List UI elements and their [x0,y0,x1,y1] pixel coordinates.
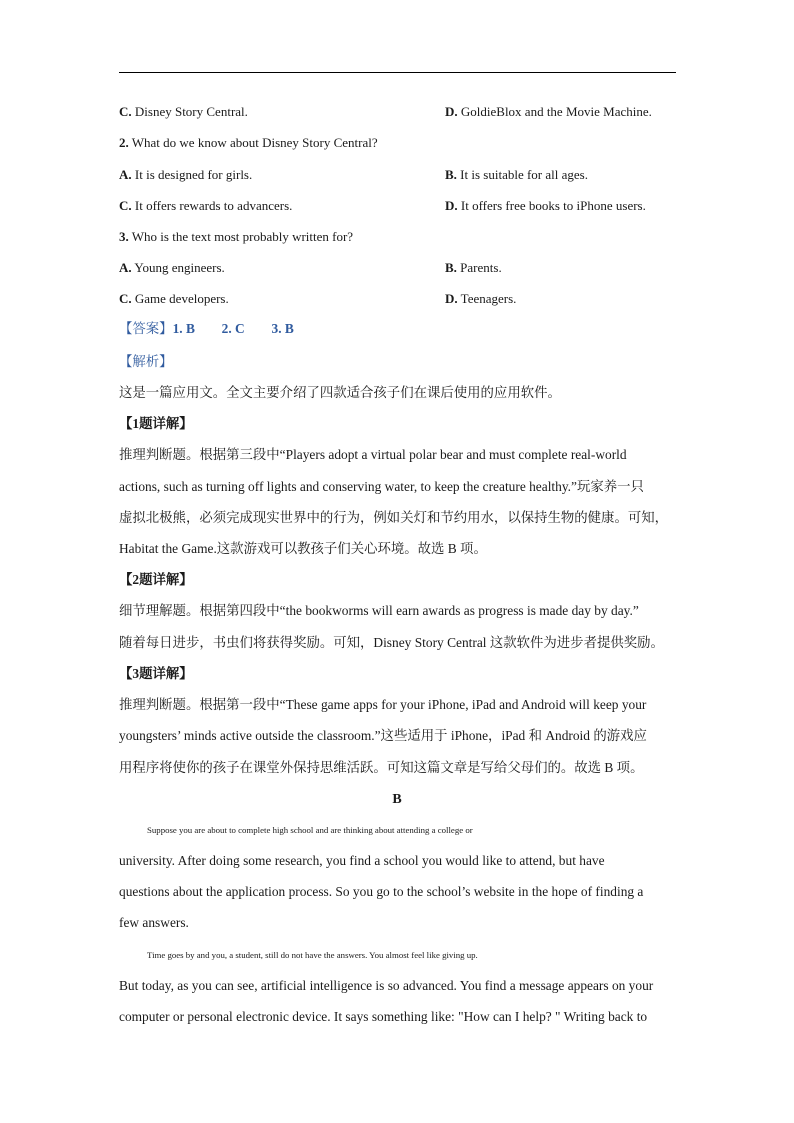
q2-option-a: A. It is designed for girls. [119,167,253,182]
q2-detail-line: 随着每日进步，书虫们将获得奖励。可知，Disney Story Central 这款软件为进步者提供奖励。 [119,635,664,650]
answer-values: 1. B 2. C 3. B [172,321,294,336]
q3-option-a: A. Young engineers. [119,260,225,275]
q2-option-d: D. It offers free books to iPhone users. [445,198,646,213]
q3-detail-line: 用程序将使你的孩子在课堂外保持思维活跃。可知这篇文章是写给父母们的。故选 B 项。 [119,760,644,775]
q2-detail-line: 细节理解题。根据第四段中“the bookworms will earn awards as progress is made day by day.” [119,603,639,618]
top-rule [119,72,676,73]
passage-b-p1-line: university. After doing some research, you find a school you would like to attend, but have [119,853,605,868]
analysis-label: 【解析】 [119,354,173,369]
q2-option-c: C. It offers rewards to advancers. [119,198,293,213]
q1-option-c: C. Disney Story Central. [119,104,248,119]
q3-option-c: C. Game developers. [119,291,229,306]
q2-detail-heading: 【2题详解】 [119,572,193,587]
answer-line [119,321,679,337]
answer-label: 【答案】 [119,321,173,336]
passage-b-p2-line: But today, as you can see, artificial intelligence is so advanced. You find a message appears on your [119,978,654,993]
q3-option-d: D. Teenagers. [445,291,517,306]
q1-detail-line: 虚拟北极熊，必须完成现实世界中的行为，例如关灯和节约用水，以保持生物的健康。可知， [119,510,669,525]
passage-b-p2-line: Time goes by and you, a student, still do not have the answers. You almost feel like giving up. [147,950,478,960]
passage-b-title: B [392,792,402,807]
q2-option-b: B. It is suitable for all ages. [445,167,588,182]
passage-b-p2-line: computer or personal electronic device. It says something like: "How can I help? " Writing back to [119,1009,648,1024]
analysis-summary: 这是一篇应用文。全文主要介绍了四款适合孩子们在课后使用的应用软件。 [119,385,561,400]
q1-detail-line: actions, such as turning off lights and conserving water, to keep the creature healthy.”玩家养一只 [119,479,644,494]
q1-option-d: D. GoldieBlox and the Movie Machine. [445,104,652,119]
passage-b-p1-line: questions about the application process. So you go to the school’s website in the hope of finding a [119,884,644,899]
q3-detail-heading: 【3题详解】 [119,666,193,681]
q3-option-b: B. Parents. [445,260,502,275]
q1-detail-line: 推理判断题。根据第三段中“Players adopt a virtual polar bear and must complete real-world [119,447,627,462]
passage-b-p1-line: Suppose you are about to complete high school and are thinking about attending a college or [147,825,473,835]
q3-detail-line: youngsters’ minds active outside the classroom.”这些适用于 iPhone，iPad 和 Android 的游戏应 [119,728,647,743]
passage-b-p1-line: few answers. [119,915,189,930]
q1-detail-heading: 【1题详解】 [119,416,193,431]
q1-detail-line: Habitat the Game.这款游戏可以教孩子们关心环境。故选 B 项。 [119,541,487,556]
q3-detail-line: 推理判断题。根据第一段中“These game apps for your iPhone, iPad and Android will keep your [119,697,647,712]
